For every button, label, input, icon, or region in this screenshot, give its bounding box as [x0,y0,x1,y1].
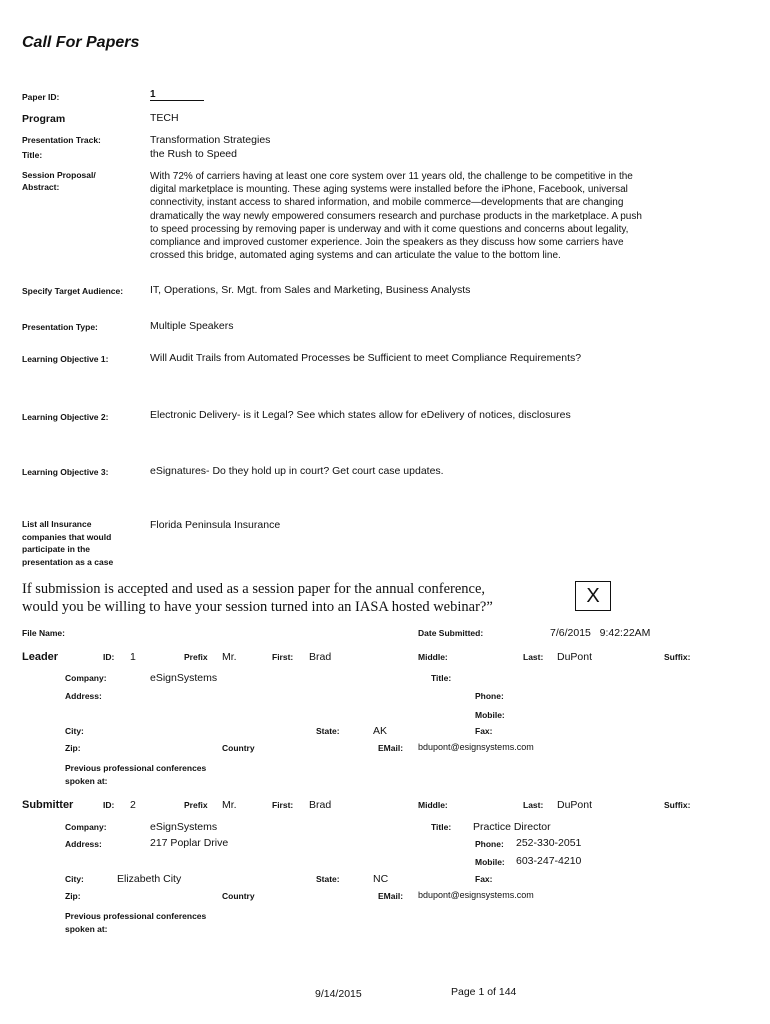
paper-id-value: 1 [150,89,204,101]
leader-address-label: Address: [65,691,102,701]
submitter-phone-label: Phone: [475,839,504,849]
learning-objective-3-value: eSignatures- Do they hold up in court? Get court case updates. [150,465,444,477]
submitter-title-label: Title: [431,822,452,832]
track-value: Transformation Strategies [150,134,271,146]
submitter-email-label: EMail: [378,891,404,901]
submitter-last-label: Last: [523,800,544,810]
leader-mobile-label: Mobile: [475,710,505,720]
presentation-type-label: Presentation Type: [22,322,98,332]
title-label: Title: [22,150,43,160]
submitter-id-label: ID: [103,800,115,810]
leader-fax-label: Fax: [475,726,493,736]
submitter-suffix-label: Suffix: [664,800,691,810]
learning-objective-1-value: Will Audit Trails from Automated Processes be Sufficient to meet Compliance Requirements? [150,352,582,364]
submitter-zip-label: Zip: [65,891,81,901]
file-name-label: File Name: [22,628,65,638]
leader-middle-label: Middle: [418,652,448,662]
audience-value: IT, Operations, Sr. Mgt. from Sales and Marketing, Business Analysts [150,284,471,296]
leader-state-label: State: [316,726,340,736]
webinar-question: If submission is accepted and used as a session paper for the annual conference, would you be willing to have your session turned into an IASA hosted webinar?” [22,581,493,615]
page-title: Call For Papers [22,34,140,51]
paper-id-label: Paper ID: [22,92,60,102]
submitter-city-value: Elizabeth City [117,873,182,885]
submitter-city-label: City: [65,874,84,884]
learning-objective-2-value: Electronic Delivery- is it Legal? See which states allow for eDelivery of notices, disclosures [150,409,571,421]
submitter-title-value: Practice Director [473,821,551,833]
track-label: Presentation Track: [22,135,101,145]
audience-label: Specify Target Audience: [22,286,124,296]
submitter-previous-conferences-label: Previous professional conferences spoken at: [65,911,207,934]
program-value: TECH [150,112,179,124]
leader-company-label: Company: [65,673,107,683]
leader-last-value: DuPont [557,651,593,663]
presentation-type-value: Multiple Speakers [150,320,234,332]
leader-phone-label: Phone: [475,691,504,701]
abstract-label-line2: Abstract: [22,182,60,192]
learning-objective-2-label: Learning Objective 2: [22,412,109,422]
leader-section-title: Leader [22,651,59,663]
submitter-mobile-value: 603-247-4210 [516,855,582,867]
footer-date: 9/14/2015 [315,988,362,1000]
leader-company-value: eSignSystems [150,672,218,684]
submitter-email-value: bdupont@esignsystems.com [418,890,534,900]
submitter-mobile-label: Mobile: [475,857,505,867]
leader-email-label: EMail: [378,743,404,753]
leader-prefix-label: Prefix [184,652,208,662]
leader-email-value: bdupont@esignsystems.com [418,742,534,752]
leader-suffix-label: Suffix: [664,652,691,662]
learning-objective-1-label: Learning Objective 1: [22,354,109,364]
program-label: Program [22,113,66,125]
leader-first-label: First: [272,652,294,662]
submitter-company-label: Company: [65,822,107,832]
webinar-answer-checkbox[interactable]: X [575,581,611,611]
title-value: the Rush to Speed [150,148,237,160]
submitter-last-value: DuPont [557,799,593,811]
submitter-prefix-label: Prefix [184,800,208,810]
leader-previous-conferences-label: Previous professional conferences spoken at: [65,763,207,786]
leader-state-value: AK [373,725,388,737]
submitter-id-value: 2 [130,799,136,811]
leader-last-label: Last: [523,652,544,662]
submitter-phone-value: 252-330-2051 [516,837,582,849]
submitter-first-value: Brad [309,799,332,811]
submitter-address-label: Address: [65,839,102,849]
submitter-fax-label: Fax: [475,874,493,884]
submitter-first-label: First: [272,800,294,810]
date-submitted-label: Date Submitted: [418,628,484,638]
submitter-state-label: State: [316,874,340,884]
leader-first-value: Brad [309,651,332,663]
leader-city-label: City: [65,726,84,736]
date-submitted-value: 7/6/2015 9:42:22AM [550,627,651,639]
leader-prefix-value: Mr. [222,651,237,663]
abstract-value: With 72% of carriers having at least one core system over 11 years old, the challenge to be competitive in the digital marketplace is mounting. These aging systems were installed before the iPhone, Facebook, universal connectivity, instant access to shared information, and mobile commerce—developments that are changing dramatically the way newly empowered consumers research and purchase products in the marketplace. A push to speed processing by removing paper is underway and with it come questions and concerns about legality, compliance and improved customer experience. Join the speakers as they discuss how some carriers have crossed this bridge, automated aging systems and can articulate the value to the bottom line. [150,171,642,262]
learning-objective-3-label: Learning Objective 3: [22,467,109,477]
abstract-label-line1: Session Proposal/ [22,170,96,180]
submitter-middle-label: Middle: [418,800,448,810]
leader-title-label: Title: [431,673,452,683]
submitter-address-value: 217 Poplar Drive [150,837,229,849]
companies-value: Florida Peninsula Insurance [150,519,281,531]
submitter-company-value: eSignSystems [150,821,218,833]
submitter-state-value: NC [373,873,389,885]
leader-id-value: 1 [130,651,136,663]
companies-label: List all Insurance companies that would participate in the presentation as a case [22,519,114,567]
leader-id-label: ID: [103,652,115,662]
submitter-country-label: Country [222,891,255,901]
submitter-section-title: Submitter [22,799,74,811]
leader-country-label: Country [222,743,255,753]
leader-zip-label: Zip: [65,743,81,753]
submitter-prefix-value: Mr. [222,799,237,811]
footer-page-number: Page 1 of 144 [451,986,517,998]
